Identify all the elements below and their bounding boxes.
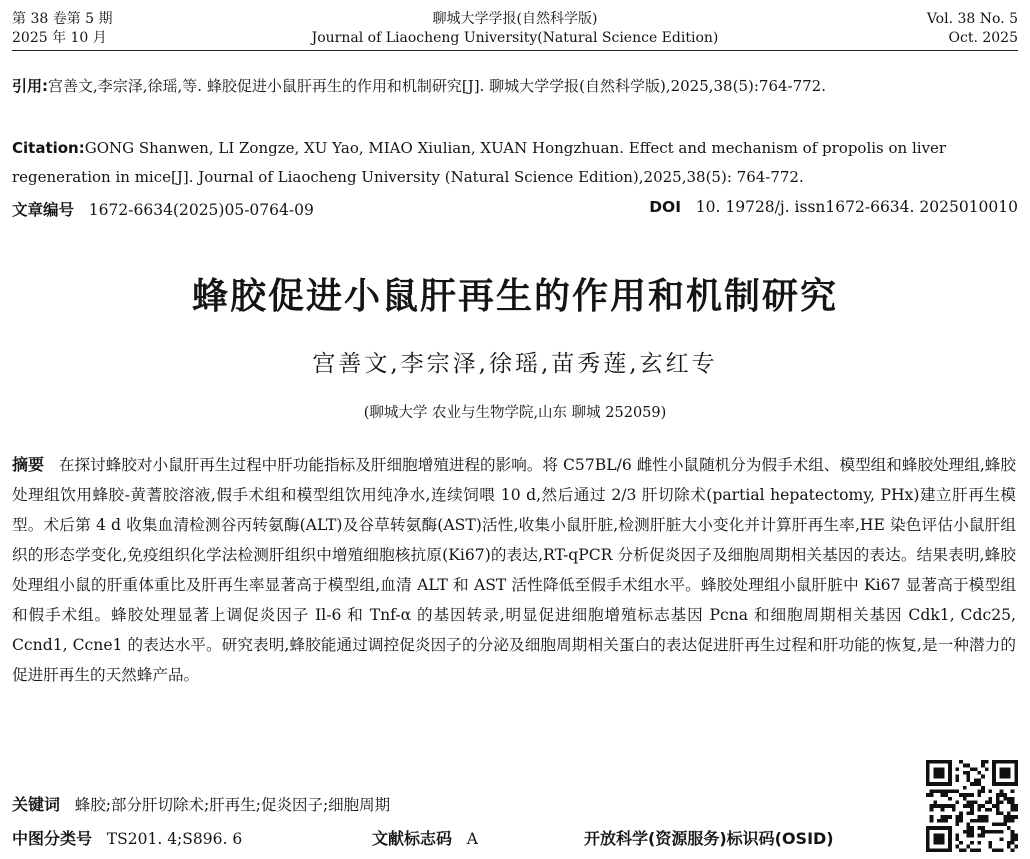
- affiliation: (聊城大学 农业与生物学院,山东 聊城 252059): [363, 405, 667, 421]
- article-number: [12, 198, 314, 220]
- abstract-label: 摘要: [12, 455, 45, 474]
- header-vol-no: Vol. 38 No. 5: [926, 11, 1018, 27]
- clc-number: [12, 826, 242, 849]
- running-header: [12, 6, 1018, 51]
- citation-cn: [12, 72, 1018, 101]
- citation-cn-text: 宫善文,李宗泽,徐瑶,等. 蜂胶促进小鼠肝再生的作用和机制研究[J]. 聊城大学学报(自然科学版),2025,38(5):764-772.: [48, 77, 826, 95]
- header-volume-en: [927, 10, 1018, 48]
- document-code: [372, 826, 478, 849]
- article-number-label: 文章编号: [12, 201, 75, 219]
- header-journal-cn: 聊城大学学报(自然科学版): [432, 11, 598, 27]
- doi-value: 10. 19728/j. issn1672-6634. 2025010010: [695, 198, 1018, 216]
- citation-cn-label: 引用:: [12, 77, 48, 95]
- doi-label: DOI: [649, 198, 681, 216]
- citation-en-text: GONG Shanwen, LI Zongze, XU Yao, MIAO Xiulian, XUAN Hongzhuan. Effect and mechanism of propolis on liver regeneration in mice[J]. Journal of Liaocheng University (Natural Science Edition),2025,38(5): 764-772.: [12, 139, 947, 186]
- clc-value: TS201. 4;S896. 6: [106, 830, 243, 848]
- osid-label: 开放科学(资源服务)标识码(OSID): [584, 829, 834, 848]
- document-code-label: 文献标志码: [372, 829, 453, 848]
- qr-code-icon[interactable]: [926, 760, 1018, 852]
- citation-en: [12, 134, 1018, 192]
- keywords: [12, 792, 390, 815]
- keywords-value: 蜂胶;部分肝切除术;肝再生;促炎因子;细胞周期: [74, 796, 391, 814]
- article-number-value: 1672-6634(2025)05-0764-09: [88, 201, 314, 219]
- classification-row: [12, 826, 910, 854]
- authors: 宫善文,李宗泽,徐瑶,苗秀莲,玄红专: [312, 351, 718, 377]
- header-journal-en: Journal of Liaocheng University(Natural Science Edition): [311, 30, 719, 46]
- citation-en-label: Citation:: [12, 139, 85, 157]
- keywords-label: 关键词: [12, 795, 61, 814]
- article-identifiers: [12, 198, 1018, 226]
- osid: [584, 826, 834, 849]
- abstract: [12, 450, 1016, 690]
- paper-title: 蜂胶促进小鼠肝再生的作用和机制研究: [191, 276, 838, 317]
- header-volume-issue: 第 38 卷第 5 期: [12, 11, 113, 27]
- abstract-text: 在探讨蜂胶对小鼠肝再生过程中肝功能指标及肝细胞增殖进程的影响。将 C57BL/6 雌性小鼠随机分为假手术组、模型组和蜂胶处理组,蜂胶处理组饮用蜂胶-黄蓍胶溶液,假手术组和模型组饮用纯净水,连续饲喂 10 d,然后通过 2/3 肝切除术(partial hepatectomy, PHx)建立肝再生模型。术后第 4 d 收集血清检测谷丙转氨酶(ALT)及谷草转氨酶(AST)活性,收集小鼠肝脏,检测肝脏大小变化并计算肝再生率,HE 染色评估小鼠肝组织的形态学变化,免疫组织化学法检测肝组织中增殖细胞核抗原(Ki67)的表达,RT-qPCR 分析促炎因子及细胞周期相关基因的表达。结果表明,蜂胶处理组小鼠的肝重体重比及肝再生率显著高于模型组,血清 ALT 和 AST 活性降低至假手术组水平。蜂胶处理组小鼠肝脏中 Ki67 显著高于模型组和假手术组。蜂胶处理显著上调促炎因子 Il-6 和 Tnf-α 的基因转录,明显促进细胞增殖标志基因 Pcna 和细胞周期相关基因 Cdk1, Cdc25, Ccnd1, Ccne1 的表达水平。研究表明,蜂胶能通过调控促炎因子的分泌及细胞周期相关蛋白的表达促进肝再生过程和肝功能的恢复,是一种潜力的促进肝再生的天然蜂产品。: [12, 456, 1016, 684]
- doi: [649, 198, 1018, 216]
- header-date-en: Oct. 2025: [948, 30, 1018, 46]
- document-code-value: A: [466, 830, 478, 848]
- header-journal: [12, 10, 1018, 48]
- header-date-cn: 2025 年 10 月: [12, 30, 107, 46]
- clc-label: 中图分类号: [12, 829, 93, 848]
